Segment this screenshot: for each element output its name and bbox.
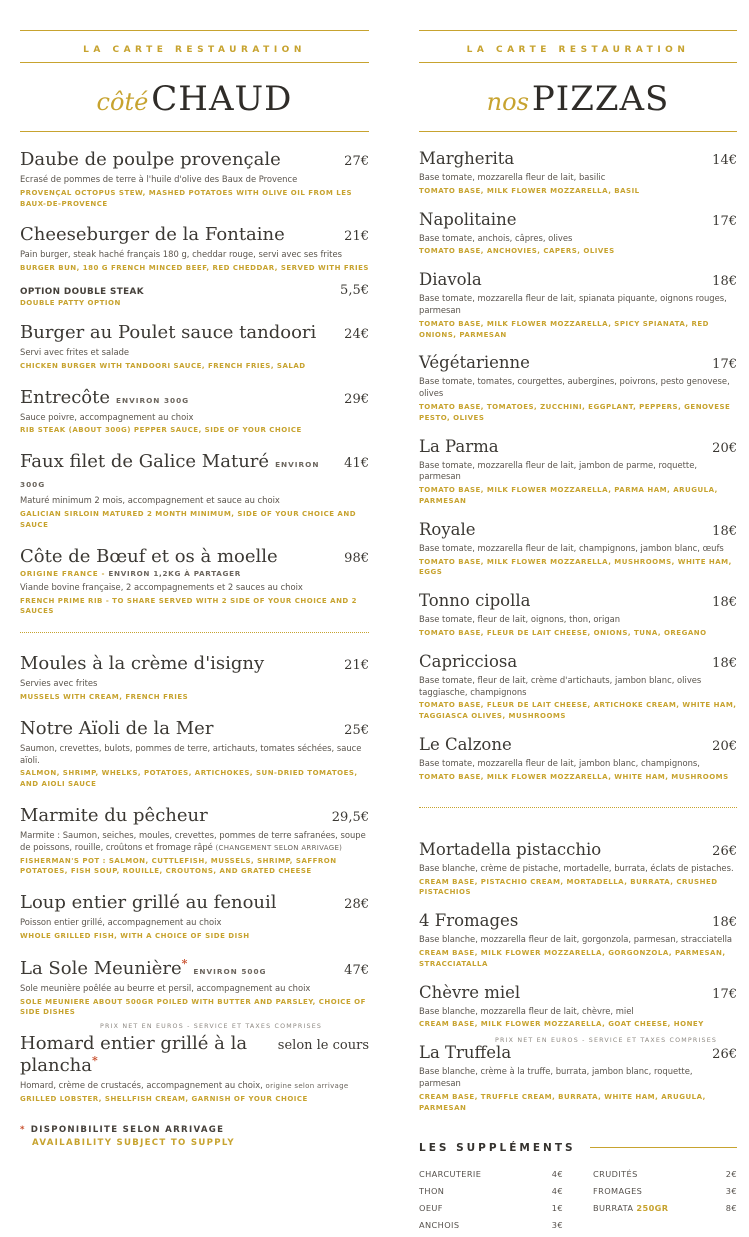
supplements-col-1 [419, 1169, 563, 1237]
menu-item-entrecote [20, 387, 369, 437]
dish-price: 18€ [712, 274, 737, 290]
dish-name: Végétarienne [419, 353, 530, 373]
dish-desc-en: CREAM BASE, TRUFFLE CREAM, BURRATA, WHITE HAM, ARUGULA, PARMESAN [419, 1092, 706, 1112]
dish-name: Daube de poulpe provençale [20, 149, 281, 170]
title-main-word: CHAUD [151, 79, 293, 119]
menu-item-margherita [419, 149, 737, 197]
dish-name: Marmite du pêcheur [20, 805, 208, 827]
footnote-fr: DISPONIBILITE SELON ARRIVAGE [30, 1124, 225, 1135]
dish-desc-fr: Base tomate, mozzarella fleur de lait, spianata piquante, oignons rouges, parmesan [419, 293, 727, 315]
supplement-label: ANCHOIS [419, 1219, 460, 1230]
dish-name: Notre Aïoli de la Mer [20, 717, 214, 739]
dish-desc-fr: Base blanche, mozzarella fleur de lait, chèvre, miel [419, 1005, 634, 1016]
supplements-list [419, 1169, 737, 1237]
header-band [419, 30, 737, 63]
dish-desc-en: GRILLED LOBSTER, SHELLFISH CREAM, GARNISH OF YOUR CHOICE [20, 1095, 308, 1104]
dish-price: 18€ [712, 595, 737, 611]
dish-desc-en: WHOLE GRILLED FISH, WITH A CHOICE OF SIDE DISH [20, 932, 250, 941]
supplement-label: FROMAGES [593, 1185, 643, 1196]
title-main-word: PIZZAS [531, 79, 670, 119]
dish-price: 25€ [344, 722, 369, 738]
dish-desc-fr: Base tomate, fleur de lait, crème d'artichauts, jambon blanc, olives taggiasche, champignons [419, 674, 702, 697]
availability-asterisk: * [92, 1054, 98, 1068]
dish-price: 18€ [712, 915, 737, 931]
menu-item-la-truffela [419, 1043, 737, 1113]
dish-desc-fr [20, 1080, 369, 1092]
menu-item-mortadella [419, 840, 737, 898]
dish-price: 27€ [344, 154, 369, 169]
dish-name: Le Calzone [419, 735, 512, 755]
footnote-en: AVAILABILITY SUBJECT TO SUPPLY [32, 1137, 235, 1148]
availability-footnote [20, 1125, 369, 1148]
dish-portion: ENVIRON 500G [193, 966, 267, 976]
menu-item-royale [419, 520, 737, 578]
dish-price: 17€ [712, 213, 737, 229]
dish-desc-fr: Base tomate, mozzarella fleur de lait, jambon de parme, roquette, parmesan [419, 459, 698, 482]
dish-name: Diavola [419, 270, 482, 290]
menu-item-4-fromages [419, 911, 737, 969]
dish-desc-fr: Base tomate, mozzarella fleur de lait, basilic [419, 172, 606, 182]
header-label: LA CARTE RESTAURATION [466, 45, 690, 55]
dish-desc-en: CREAM BASE, MILK FLOWER MOZZARELLA, GOAT CHEESE, HONEY [419, 1020, 704, 1029]
dish-price: 41€ [344, 456, 369, 472]
origin-label-gold: ORIGINE FRANCE - [20, 568, 109, 578]
dish-name: Moules à la crème d'isigny [20, 653, 265, 675]
dish-desc-en: FRENCH PRIME RIB - TO SHARE SERVED WITH 2 SIDE OF YOUR CHOICE AND 2 SAUCES [20, 596, 358, 616]
supplement-size: 250GR [636, 1202, 669, 1213]
dish-name: Loup entier grillé au fenouil [20, 892, 277, 914]
dish-desc-fr: Base tomate, anchois, câpres, olives [419, 232, 573, 243]
dish-price: selon le cours [277, 1038, 369, 1054]
menu-item-cheeseburger [20, 224, 369, 307]
dish-desc-fr: Base tomate, mozzarella fleur de lait, champignons, jambon blanc, œufs [419, 542, 724, 553]
supplement-price: 3€ [551, 1219, 563, 1230]
supplement-row [419, 1169, 563, 1179]
dish-price: 47€ [344, 962, 369, 978]
dish-price: 26€ [712, 1047, 737, 1063]
dish-price: 98€ [344, 550, 369, 566]
menu-item-cote-de-boeuf [20, 546, 369, 617]
dish-desc-en: TOMATO BASE, MILK FLOWER MOZZARELLA, SPICY SPIANATA, RED ONIONS, PARMESAN [419, 319, 709, 339]
menu-item-sole-meuniere [20, 957, 369, 1018]
supplements-title: LES SUPPLÉMENTS [419, 1141, 576, 1154]
supplement-row [419, 1220, 563, 1230]
desc-fr-note: origine selon arrivage [265, 1082, 349, 1091]
menu-item-homard [20, 1033, 369, 1105]
supplement-price: 2€ [725, 1168, 737, 1179]
dish-desc-en: FISHERMAN'S POT : SALMON, CUTTLEFISH, MUSSELS, SHRIMP, SAFFRON POTATOES, FISH SOUP, ROUILLE, CROUTONS, AND GRATED CHEESE [20, 856, 337, 876]
supplement-row [593, 1169, 737, 1179]
dish-desc-fr: Pain burger, steak haché français 180 g, cheddar rouge, servi avec ses frites [20, 249, 342, 260]
dish-desc-en: BURGER BUN, 180 G FRENCH MINCED BEEF, RED CHEDDAR, SERVED WITH FRIES [20, 264, 369, 273]
supplements-col-2 [593, 1169, 737, 1237]
dish-desc-en: SALMON, SHRIMP, WHELKS, POTATOES, ARTICHOKES, SUN-DRIED TOMATOES, AND AIOLI SAUCE [20, 769, 358, 789]
dish-desc-fr: Base tomate, mozzarella fleur de lait, jambon blanc, champignons, [419, 758, 700, 769]
origin-label-gray: ENVIRON 1,2KG À PARTAGER [108, 568, 241, 578]
dish-price: 21€ [344, 229, 369, 245]
dish-desc-fr: Sauce poivre, accompagnement au choix [20, 411, 194, 422]
option-label: OPTION DOUBLE STEAK [20, 287, 144, 298]
desc-fr-text: Homard, crème de crustacés, accompagnement au choix, [20, 1080, 266, 1091]
dish-portion: ENVIRON 300G [20, 460, 320, 490]
menu-item-napolitaine [419, 210, 737, 258]
dish-desc-fr: Poisson entier grillé, accompagnement au choix [20, 917, 222, 928]
dish-option-row [20, 283, 369, 298]
dish-desc-en: TOMATO BASE, FLEUR DE LAIT CHEESE, ARTICHOKE CREAM, WHITE HAM, TAGGIASCA OLIVES, MUSHROOMS [419, 701, 737, 721]
header-label: LA CARTE RESTAURATION [83, 45, 306, 55]
section-divider [20, 632, 369, 633]
supplement-label: CRUDITÉS [593, 1168, 638, 1179]
title-script-word: nos [486, 88, 529, 116]
supplement-price: 1€ [551, 1202, 563, 1213]
dish-desc-fr: Maturé minimum 2 mois, accompagnement et sauce au choix [20, 495, 280, 506]
dish-desc-fr: Servies avec frites [20, 678, 98, 689]
dish-price: 28€ [344, 897, 369, 913]
header-band [20, 30, 369, 63]
dish-desc-fr: Servi avec frites et salade [20, 347, 130, 358]
menu-page-pizzas [419, 30, 737, 1237]
dish-desc-en: TOMATO BASE, MILK FLOWER MOZZARELLA, PARMA HAM, ARUGULA, PARMESAN [419, 486, 718, 506]
dish-desc-fr: Base blanche, crème à la truffe, burrata, jambon blanc, roquette, parmesan [419, 1066, 693, 1089]
dish-name: Tonno cipolla [419, 591, 531, 611]
page-title [20, 63, 369, 132]
dish-name: Entrecôte [20, 386, 111, 408]
dish-price: 21€ [344, 658, 369, 674]
dish-name: Napolitaine [419, 209, 517, 229]
dish-desc-fr: Viande bovine française, 2 accompagnements et 2 sauces au choix [20, 581, 303, 592]
supplement-price: 4€ [551, 1168, 563, 1179]
dish-desc-en: RIB STEAK (ABOUT 300G) PEPPER SAUCE, SIDE OF YOUR CHOICE [20, 426, 302, 435]
dish-price: 17€ [712, 357, 737, 373]
dish-desc-fr: Base tomate, fleur de lait, oignons, thon, origan [419, 614, 621, 625]
supplement-label [593, 1203, 669, 1213]
supplement-row [419, 1203, 563, 1213]
dish-portion: ENVIRON 300G [116, 395, 190, 405]
supplement-label: OEUF [419, 1202, 443, 1213]
dish-desc-en: CREAM BASE, MILK FLOWER MOZZARELLA, GORGONZOLA, PARMESAN, STRACCIATALLA [419, 948, 726, 968]
desc-fr-note: (CHANGEMENT SELON ARRIVAGE) [215, 843, 343, 852]
menu-item-capricciosa [419, 652, 737, 722]
dish-name: Côte de Bœuf et os à moelle [20, 545, 278, 567]
dish-origin [20, 569, 369, 578]
menu-item-daube-de-poulpe [20, 149, 369, 209]
footer-note-right: PRIX NET EN EUROS - SERVICE ET TAXES COMPRISES [495, 1037, 718, 1044]
dish-price: 20€ [712, 739, 737, 755]
dish-name: Chèvre miel [419, 982, 521, 1002]
menu-item-tonno-cipolla [419, 591, 737, 639]
menu-item-vegetarienne [419, 353, 737, 423]
dish-name-text: Homard entier grillé à la plancha [20, 1033, 248, 1077]
dish-price: 29€ [344, 391, 369, 407]
dish-name: La Parma [419, 436, 499, 456]
dish-desc-en: TOMATO BASE, FLEUR DE LAIT CHEESE, ONIONS, TUNA, OREGANO [419, 629, 707, 638]
dish-name: 4 Fromages [419, 911, 519, 931]
menu-item-aioli [20, 718, 369, 790]
supplement-label: THON [419, 1185, 445, 1196]
supplement-row [419, 1186, 563, 1196]
dish-desc-en: GALICIAN SIRLOIN MATURED 2 MONTH MINIMUM, SIDE OF YOUR CHOICE AND SAUCE [20, 510, 357, 529]
menu-item-la-parma [419, 437, 737, 507]
section-divider [419, 807, 737, 808]
menu-item-chevre-miel [419, 983, 737, 1031]
dish-desc-en: MUSSELS WITH CREAM, FRENCH FRIES [20, 692, 189, 701]
dish-name: Cheeseburger de la Fontaine [20, 224, 285, 246]
dish-desc-fr [20, 830, 369, 854]
dish-desc-en: TOMATO BASE, MILK FLOWER MOZZARELLA, WHITE HAM, MUSHROOMS [419, 772, 729, 781]
option-price: 5,5€ [340, 283, 369, 299]
dish-desc-en: CREAM BASE, PISTACHIO CREAM, MORTADELLA, BURRATA, CRUSHED PISTACHIOS [419, 877, 718, 897]
dish-desc-fr: Ecrasé de pommes de terre à l'huile d'olive des Baux de Provence [20, 174, 298, 184]
dish-name [20, 958, 187, 979]
desc-fr-text: Marmite : Saumon, seiches, moules, crevettes, pommes de terre safranées, soupe de poissons, rouille, croûtons et fromage râpé [20, 830, 366, 852]
menu-item-burger-poulet [20, 322, 369, 372]
dish-desc-fr: Sole meunière poêlée au beurre et persil, accompagnement au choix [20, 982, 311, 993]
dish-name [20, 1033, 247, 1076]
dish-desc-en: CHICKEN BURGER WITH TANDOORI SAUCE, FRENCH FRIES, SALAD [20, 361, 306, 370]
dish-price: 26€ [712, 843, 737, 859]
dish-desc-fr: Base tomate, tomates, courgettes, aubergines, poivrons, pesto genovese, olives [419, 376, 730, 399]
dish-price: 29,5€ [331, 810, 369, 826]
menu-item-moules [20, 653, 369, 703]
dish-desc-en: PROVENÇAL OCTOPUS STEW, MASHED POTATOES WITH OLIVE OIL FROM LES BAUX-DE-PROVENCE [20, 188, 353, 208]
menu-item-faux-filet [20, 451, 369, 530]
title-script-word: côté [96, 88, 149, 116]
dish-price: 20€ [712, 440, 737, 456]
supplement-row [593, 1186, 737, 1196]
footnote-asterisk: * [20, 1124, 26, 1135]
dish-name: Burger au Poulet sauce tandoori [20, 322, 317, 344]
dish-name: Margherita [419, 149, 515, 168]
dish-name: Royale [419, 519, 476, 539]
dish-name-text: La Sole Meunière [20, 957, 182, 979]
supplements-header [419, 1142, 737, 1154]
footer-note-left: PRIX NET EN EUROS - SERVICE ET TAXES COMPRISES [100, 1023, 323, 1030]
supplement-row [593, 1203, 737, 1213]
dish-price: 14€ [712, 153, 737, 168]
menu-item-diavola [419, 270, 737, 340]
dish-desc-en: TOMATO BASE, ANCHOVIES, CAPERS, OLIVES [419, 247, 615, 256]
dish-price: 18€ [712, 655, 737, 671]
dish-name: La Truffela [419, 1043, 512, 1063]
dish-desc-fr: Base blanche, crème de pistache, mortadelle, burrata, éclats de pistaches. [419, 862, 734, 873]
menu-item-le-calzone [419, 735, 737, 783]
dish-name: Capricciosa [419, 651, 518, 671]
dish-price: 18€ [712, 523, 737, 539]
dish-desc-en: SOLE MEUNIERE ABOUT 500GR POILED WITH BUTTER AND PARSLEY, CHOICE OF SIDE DISHES [20, 997, 366, 1017]
menu-item-marmite [20, 805, 369, 877]
supplement-price: 3€ [725, 1185, 737, 1196]
dish-desc-en: TOMATO BASE, TOMATOES, ZUCCHINI, EGGPLANT, PEPPERS, GENOVESE PESTO, OLIVES [419, 402, 731, 422]
dish-desc-fr: Base blanche, mozzarella fleur de lait, gorgonzola, parmesan, stracciatella [419, 934, 733, 945]
dish-name: Faux filet de Galice Maturé [20, 451, 270, 473]
supplement-label: CHARCUTERIE [419, 1168, 482, 1179]
dish-desc-en: TOMATO BASE, MILK FLOWER MOZZARELLA, MUSHROOMS, WHITE HAM, EGGS [419, 557, 732, 577]
dish-price: 17€ [712, 986, 737, 1002]
dish-price: 24€ [344, 327, 369, 343]
dish-desc-en: TOMATO BASE, MILK FLOWER MOZZARELLA, BASIL [419, 186, 640, 195]
page-title [419, 63, 737, 132]
dish-name: Mortadella pistacchio [419, 839, 602, 859]
menu-page-chaud [20, 30, 369, 1148]
option-label-en: DOUBLE PATTY OPTION [20, 299, 121, 308]
dish-desc-fr: Saumon, crevettes, bulots, pommes de terre, artichauts, tomates séchées, sauce aïoli. [20, 742, 362, 765]
availability-asterisk: * [181, 956, 188, 970]
supplement-label-text: BURRATA [593, 1202, 637, 1213]
supplement-price: 8€ [725, 1202, 737, 1213]
menu-item-loup [20, 892, 369, 942]
supplements-rule [590, 1147, 737, 1148]
supplement-price: 4€ [551, 1185, 563, 1196]
